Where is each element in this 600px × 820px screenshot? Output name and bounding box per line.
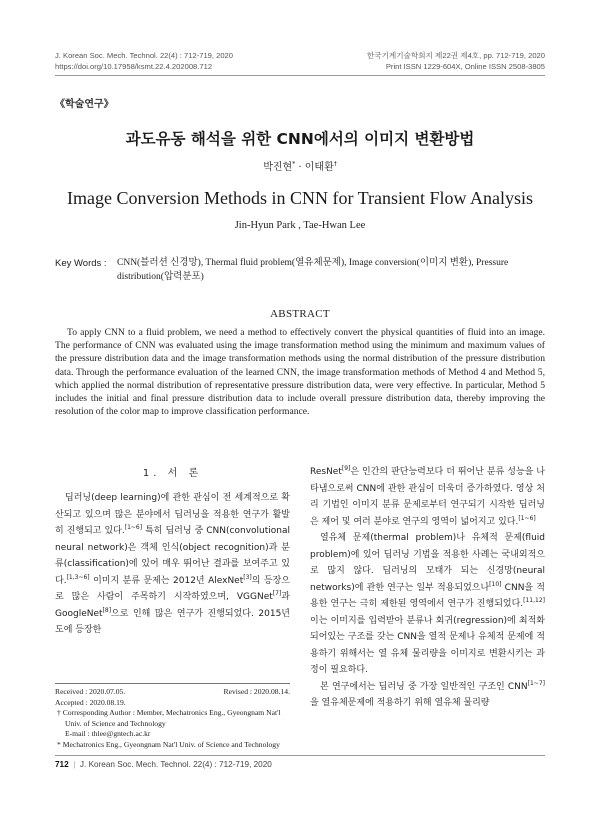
text-run: CNN을 적용한 연구는 극히 제한된 영역에서 연구가 진행되었다. xyxy=(310,582,545,609)
corresponding-author: † Corresponding Author : Member, Mechatronics Eng., Gyeongnam Nat'l Univ. of Science and Technology xyxy=(57,708,281,728)
accepted-date: Accepted : 2020.08.19. xyxy=(55,697,126,707)
footer-separator: | xyxy=(70,760,78,769)
text-run: 으로 인해 많은 연구가 진행되었다. 2015년도에 등장한 xyxy=(55,608,290,635)
page-footer xyxy=(55,760,272,769)
header-divider xyxy=(55,75,545,76)
authors-english: Jin-Hyun Park , Tae-Hwan Lee xyxy=(234,220,366,231)
footer-journal: J. Korean Soc. Mech. Technol. 22(4) : 712-719, 2020 xyxy=(79,760,272,769)
title-korean: 과도유동 해석을 위한 CNN에서의 이미지 변환방법 xyxy=(125,130,475,148)
author-email[interactable]: E-mail : thlee@gntech.ac.kr xyxy=(65,729,151,739)
footnotes xyxy=(55,687,290,751)
citation-ref: [1~6] xyxy=(124,524,143,531)
issn-line: Print ISSN 1229-604X, Online ISSN 2508-3805 xyxy=(385,62,545,71)
author-first-ko: 박진현 xyxy=(263,162,293,173)
right-column xyxy=(310,464,545,712)
intro-paragraph-1 xyxy=(55,490,290,639)
article-category: 《학술연구》 xyxy=(55,99,114,110)
journal-citation-ko: 한국기계기술학회지 제22권 제4호, pp. 712-719, 2020 xyxy=(366,51,545,60)
citation-ref: [1~6] xyxy=(518,514,536,522)
intro-paragraph-1-cont xyxy=(310,464,545,530)
citation-ref: [3] xyxy=(243,573,252,581)
citation-ref: [10] xyxy=(489,580,502,588)
received-date: Received : 2020.07.05. xyxy=(55,687,126,696)
dates-row xyxy=(55,687,290,698)
text-run: 은 인간의 판단능력보다 더 뛰어난 분류 성능을 나타냄으로써 CNN에 관한 관심이 더욱더 증가하였다. 영상 처리 기법인 이미지 분류 문제로부터 연구되기 시작한 딥러닝은 제어 및 여러 분야로 연구의 영역이 넓어지고 있다. xyxy=(310,467,545,527)
doi-link[interactable]: https://doi.org/10.17958/ksmt.22.4.202008.712 xyxy=(55,62,213,71)
text-run: 이는 이미지를 입력받아 분류나 회귀(regression)에 최적화되어있는 구조를 갖는 CNN을 열적 문제나 유체적 문제에 적용하기 위해서는 열 유체 물리량을 이미지로 변환시키는 과정이 필요하다. xyxy=(310,615,545,675)
citation-ref: [1,3~6] xyxy=(66,573,90,581)
authors-korean xyxy=(0,158,600,173)
citation-ref: [9] xyxy=(341,465,351,472)
left-column xyxy=(55,490,290,639)
author-affiliation: * Mechatronics Eng., Gyeongnam Nat'l Univ. of Science and Technology xyxy=(57,739,280,749)
running-header-left xyxy=(55,50,233,72)
intro-paragraph-3 xyxy=(310,679,545,712)
journal-citation: J. Korean Soc. Mech. Technol. 22(4) : 712-719, 2020 xyxy=(55,51,233,60)
abstract-heading: ABSTRACT xyxy=(270,308,330,320)
text-run: 이미지 분류 문제는 2012년 AlexNet xyxy=(89,575,244,586)
revised-date: Revised : 2020.08.14. xyxy=(223,687,290,696)
abstract-body: To apply CNN to a fluid problem, we need a method to effectively convert the physical quantities of fluid into an image. The performance of CNN was evaluated using the image transformation method using the minimum and maximum values of the pressure distribution data and the image transformation methods using the normal distribution of the pressure distribution data. Through the performance evaluation of the learned CNN, the image transformation methods of Method 4 and Method 5, which applied the normal distribution of representative pressure distribution data, were very effective. In particular, Method 5 includes the initial and final pressure distribution data to include overall pressure distribution data, thereby improving the resolution of the color map to improve classification performance. xyxy=(55,327,545,418)
text-run: 열유체 문제(thermal problem)나 유체적 문제(fluid problem)에 있어 딥러닝 기법을 적용한 사례는 국내외적으로 많지 않다. 딥러닝의 모태가 되는 신경망(neural networks)에 관한 연구는 일부 적용되었으나 xyxy=(310,533,545,593)
keywords-text: CNN(블러션 신경망), Thermal fluid problem(열유체문제), Image conversion(이미지 변환), Pressure distribution(압력분포) xyxy=(117,258,509,282)
text-run: 과 GoogleNet xyxy=(55,592,290,619)
text-run: ResNet xyxy=(310,467,342,477)
page-number: 712 xyxy=(55,760,69,769)
section-heading-introduction: 1. 서 론 xyxy=(142,468,203,479)
footer-divider xyxy=(55,755,545,756)
author-second-mark: † xyxy=(333,160,337,168)
text-run: 특히 딥러닝 중 CNN(convolutional neural network)은 객체 인식(object recognition)과 분류(classification)에 있어 매우 뛰어난 결과를 보여주고 있다. xyxy=(55,526,290,586)
citation-ref: [11,12] xyxy=(523,597,545,604)
keywords-label: Key Words : xyxy=(55,258,107,269)
citation-ref: [1~7] xyxy=(527,679,545,687)
running-header-right xyxy=(367,50,545,72)
text-run: 의 등장으로 많은 사람이 주목하기 시작하였으며, VGGNet xyxy=(55,575,291,602)
citation-ref: [8] xyxy=(102,606,112,614)
author-second-ko: 이태환 xyxy=(304,162,334,173)
citation-ref: [7] xyxy=(272,590,282,597)
intro-paragraph-2 xyxy=(310,530,545,679)
text-run: 본 연구에서는 딥러닝 중 가장 일반적인 구조인 CNN xyxy=(320,681,528,692)
author-separator: · xyxy=(295,162,305,173)
text-run: 을 열유체문제에 적용하기 위해 열유체 물리량 xyxy=(310,698,490,708)
title-english: Image Conversion Methods in CNN for Transient Flow Analysis xyxy=(67,188,533,208)
author-first-mark: * xyxy=(292,160,296,168)
footnote-divider xyxy=(55,683,290,684)
text-run: 딥러닝(deep learning)에 관한 관심이 전 세계적으로 확산되고 있으며 많은 분야에서 딥러닝을 적용한 연구가 활발히 진행되고 있다. xyxy=(55,493,290,536)
